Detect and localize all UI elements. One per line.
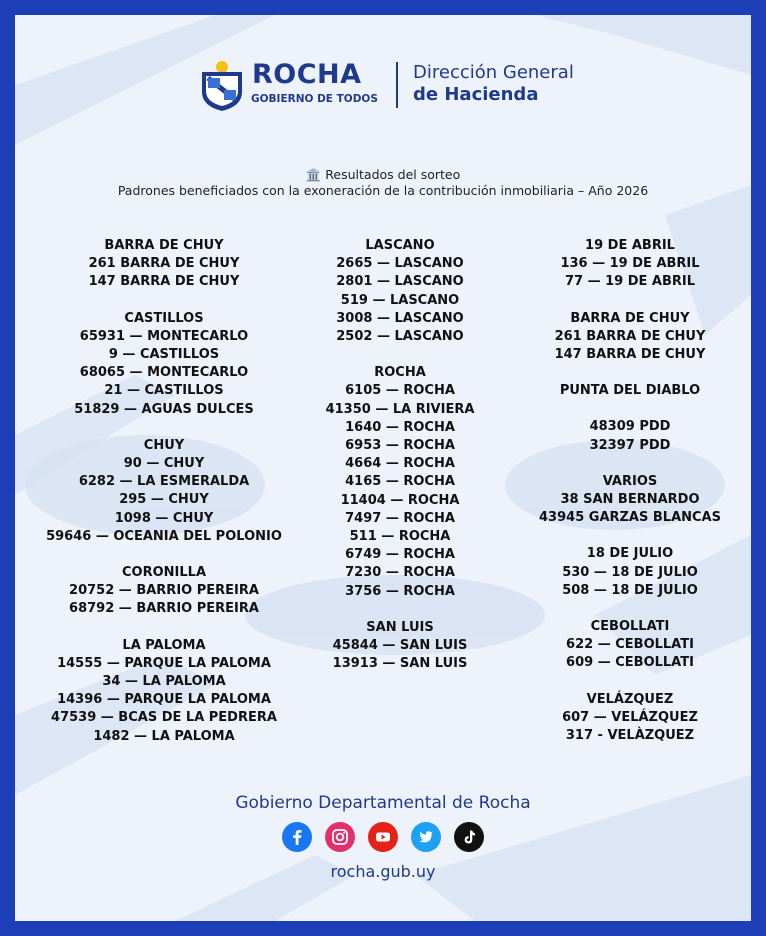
parcel-entry: 136 — 19 DE ABRIL (560, 256, 700, 272)
results-section (39, 310, 289, 419)
parcel-entry: 1098 — CHUY (114, 510, 214, 526)
parcel-entry: 14396 — PARQUE LA PALOMA (57, 692, 271, 708)
section-spacer (525, 292, 735, 310)
parcel-entry: 32397 PDD (589, 437, 671, 453)
parcel-entry: 7497 — ROCHA (345, 510, 455, 526)
results-title: 🏛️ Resultados del sorteo (305, 167, 461, 182)
results-section (525, 418, 735, 454)
parcel-entry: 38 SAN BERNARDO (560, 492, 700, 508)
website-link[interactable]: rocha.gub.uy (330, 862, 436, 881)
parcel-entry: 2801 — LASCANO (336, 274, 464, 290)
section-heading: CORONILLA (122, 565, 206, 581)
results-subtitle: Padrones beneficiados con la exoneración de la contribución inmobiliaria – Año 2026 (117, 183, 649, 198)
footer-title: Gobierno Departamental de Rocha (235, 793, 531, 813)
parcel-entry: 59646 — OCEANIA DEL POLONIO (46, 528, 282, 544)
parcel-entry: 4664 — ROCHA (345, 456, 455, 472)
results-section (525, 310, 735, 365)
results-section (525, 691, 735, 746)
section-spacer (525, 364, 735, 382)
parcel-entry: 41350 — LA RIVIERA (325, 401, 475, 417)
parcel-entry: 295 — CHUY (119, 492, 209, 508)
parcel-entry: 68065 — MONTECARLO (79, 365, 249, 381)
parcel-entry: 6282 — LA ESMERALDA (78, 474, 250, 490)
results-section (525, 618, 735, 673)
results-section (39, 564, 289, 619)
parcel-entry: 20752 — BARRIO PEREIRA (69, 583, 259, 599)
section-spacer (285, 601, 515, 619)
parcel-entry: 7230 — ROCHA (345, 565, 455, 581)
parcel-entry: 4165 — ROCHA (345, 474, 455, 490)
section-spacer (525, 600, 735, 618)
results-section (39, 237, 289, 292)
section-spacer (39, 619, 289, 637)
section-heading: CASTILLOS (124, 310, 204, 326)
parcel-entry: 9 — CASTILLOS (108, 347, 220, 363)
section-heading: ROCHA (374, 365, 426, 381)
results-section (285, 364, 515, 601)
parcel-entry: 34 — LA PALOMA (102, 674, 226, 690)
parcel-entry: 45844 — SAN LUIS (332, 638, 468, 654)
parcel-entry: 511 — ROCHA (349, 529, 451, 545)
section-heading: 19 DE ABRIL (585, 238, 675, 253)
parcel-entry: 147 BARRA DE CHUY (88, 274, 240, 290)
section-spacer (285, 346, 515, 364)
section-spacer (39, 546, 289, 564)
rocha-shield-logo-icon (198, 60, 246, 112)
footer (15, 793, 751, 881)
parcel-entry: 1482 — LA PALOMA (93, 728, 235, 744)
section-heading: PUNTA DEL DIABLO (559, 383, 701, 399)
parcel-entry: 11404 — ROCHA (340, 492, 460, 508)
section-heading: VELÁZQUEZ (586, 691, 674, 707)
parcel-entry: 3008 — LASCANO (336, 310, 464, 326)
parcel-entry: 48309 PDD (589, 419, 671, 435)
instagram-icon[interactable] (325, 822, 355, 852)
parcel-entry: 622 — CEBOLLATI (566, 637, 694, 653)
parcel-entry: 147 BARRA DE CHUY (554, 347, 706, 363)
parcel-entry: 2665 — LASCANO (336, 256, 464, 272)
department-name-line1: Dirección General (413, 62, 574, 83)
facebook-icon[interactable] (282, 822, 312, 852)
section-spacer (39, 419, 289, 437)
parcel-entry: 261 BARRA DE CHUY (88, 256, 240, 272)
header-divider (396, 62, 398, 108)
section-spacer (525, 455, 735, 473)
section-heading: SAN LUIS (366, 619, 434, 635)
results-section (285, 237, 515, 346)
section-spacer (39, 292, 289, 310)
section-heading: BARRA DE CHUY (570, 310, 690, 326)
parcel-entry: 65931 — MONTECARLO (79, 328, 249, 344)
parcel-entry: 47539 — BCAS DE LA PEDRERA (51, 710, 277, 726)
parcel-entry: 2502 — LASCANO (336, 329, 464, 345)
youtube-icon[interactable] (368, 822, 398, 852)
parcel-entry: 68792 — BARRIO PEREIRA (69, 601, 259, 617)
tiktok-icon[interactable] (454, 822, 484, 852)
content-panel (15, 15, 751, 921)
results-column-1 (39, 237, 289, 746)
department-name-line2: de Hacienda (413, 84, 539, 105)
section-spacer (525, 673, 735, 691)
section-spacer (525, 400, 735, 418)
results-section (525, 473, 735, 528)
results-section (525, 545, 735, 600)
results-section (525, 382, 735, 400)
parcel-entry: 530 — 18 DE JULIO (562, 564, 698, 580)
results-column-3 (525, 237, 735, 745)
parcel-entry: 77 — 19 DE ABRIL (564, 274, 696, 290)
parcel-entry: 51829 — AGUAS DULCES (74, 401, 254, 417)
results-section (39, 637, 289, 746)
header (15, 57, 751, 117)
results-section (525, 237, 735, 292)
results-section (39, 437, 289, 546)
parcel-entry: 3756 — ROCHA (345, 583, 455, 599)
twitter-icon[interactable] (411, 822, 441, 852)
section-heading: LASCANO (365, 238, 435, 253)
brand-name: ROCHA (252, 59, 362, 90)
parcel-entry: 14555 — PARQUE LA PALOMA (57, 655, 271, 671)
section-heading: BARRA DE CHUY (104, 238, 224, 253)
section-heading: CHUY (143, 437, 185, 453)
parcel-entry: 43945 GARZAS BLANCAS (539, 510, 721, 526)
parcel-entry: 6749 — ROCHA (345, 547, 455, 563)
parcel-entry: 6105 — ROCHA (345, 383, 455, 399)
title-block (15, 167, 751, 199)
parcel-entry: 609 — CEBOLLATI (566, 655, 694, 671)
parcel-entry: 317 - VELÀZQUEZ (565, 728, 695, 744)
section-heading: VARIOS (602, 473, 658, 489)
parcel-entry: 1640 — ROCHA (345, 419, 455, 435)
section-heading: LA PALOMA (122, 637, 206, 653)
results-column-2 (285, 237, 515, 673)
social-links (15, 822, 751, 854)
parcel-entry: 21 — CASTILLOS (104, 383, 224, 399)
parcel-entry: 6953 — ROCHA (345, 438, 455, 454)
parcel-entry: 519 — LASCANO (340, 292, 460, 308)
section-heading: CEBOLLATI (590, 619, 670, 635)
parcel-entry: 607 — VELÁZQUEZ (562, 709, 698, 725)
parcel-entry: 13913 — SAN LUIS (332, 656, 468, 672)
parcel-entry: 508 — 18 DE JULIO (562, 582, 698, 598)
parcel-entry: 90 — CHUY (123, 456, 205, 472)
results-section (285, 619, 515, 674)
parcel-entry: 261 BARRA DE CHUY (554, 328, 706, 344)
section-heading: 18 DE JULIO (586, 546, 674, 562)
brand-tagline: GOBIERNO DE TODOS (251, 93, 378, 105)
section-spacer (525, 527, 735, 545)
